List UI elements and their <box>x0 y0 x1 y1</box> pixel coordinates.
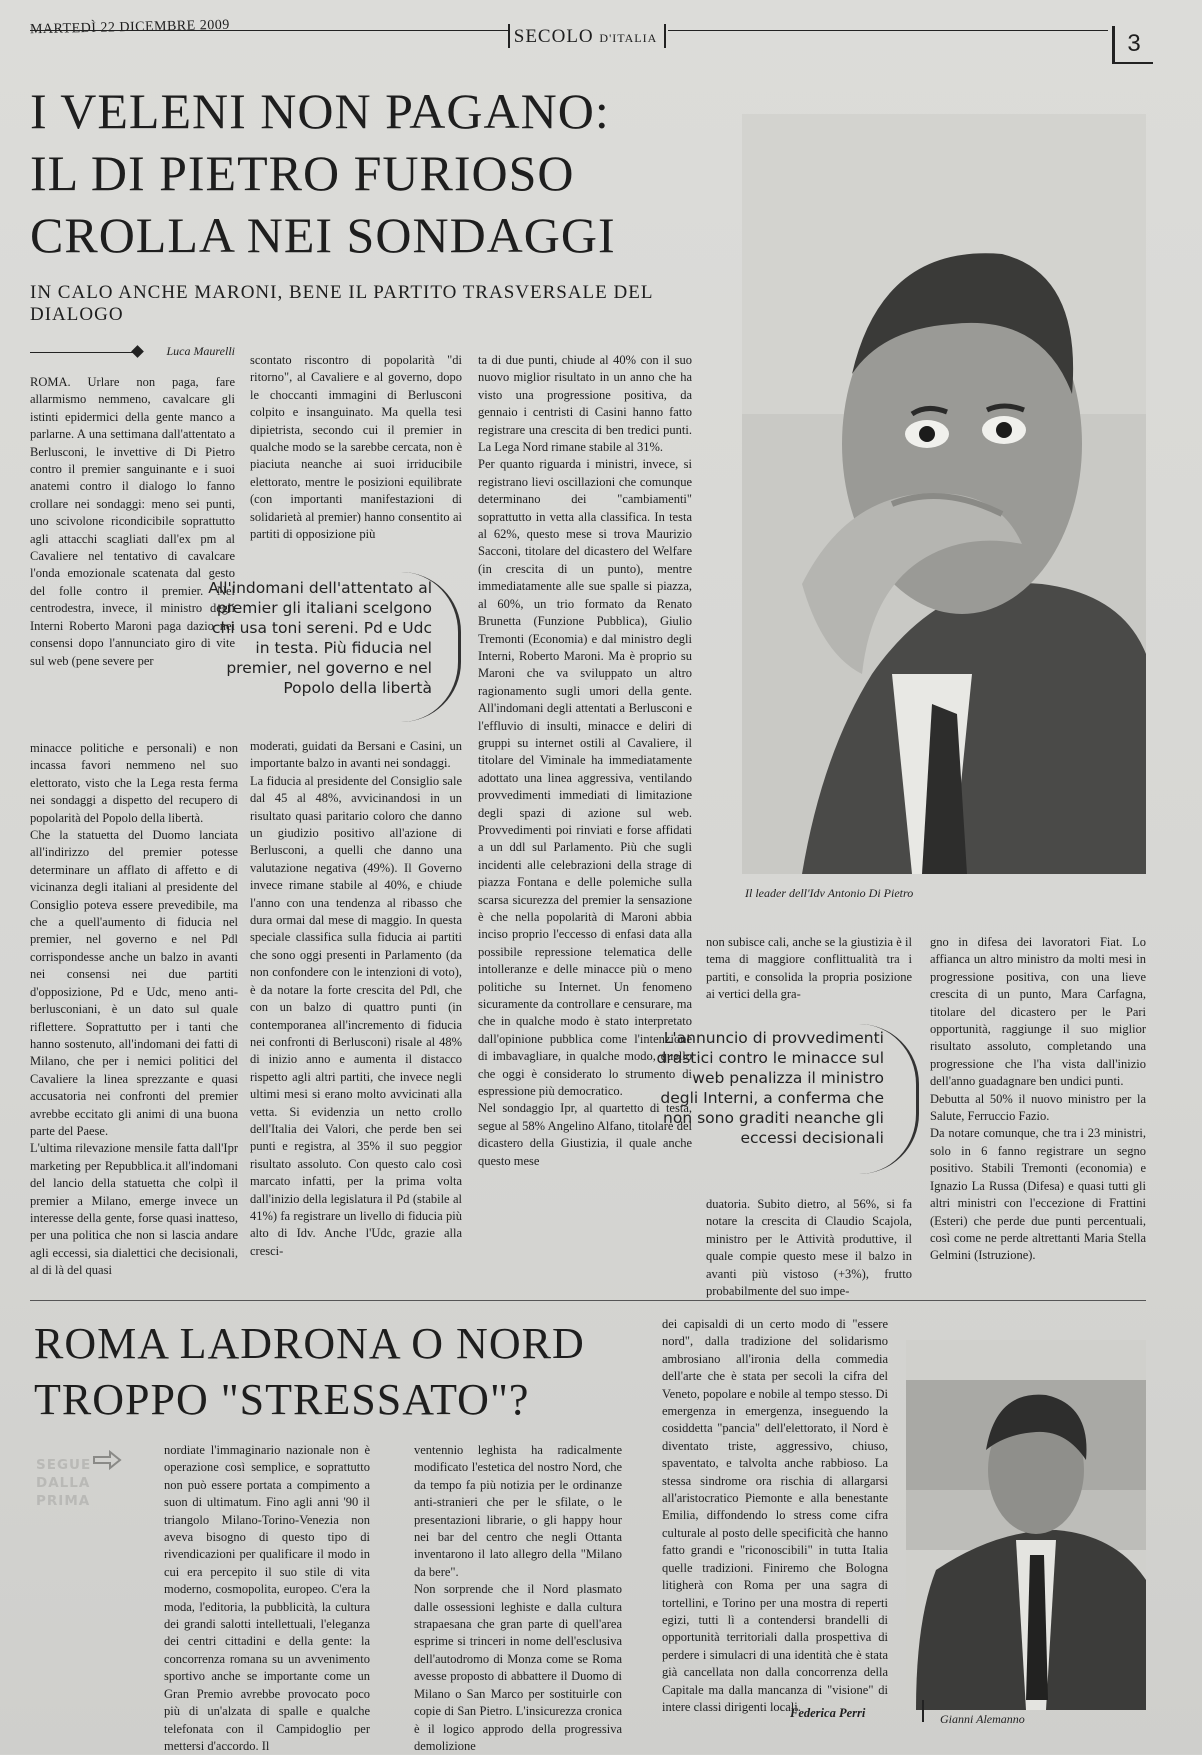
byline: Luca Maurelli <box>166 344 235 358</box>
article-column-4b: duatoria. Subito dietro, al 56%, si fa notare la crescita di Claudio Scajola, ministro per le Attività produttive, il quale compie questo mese il balzo in avanti più vistoso (+3%), frutto probabilmente del suo impe- <box>706 1197 912 1299</box>
page-number: 3 <box>1112 26 1153 64</box>
quote-arc <box>836 1024 919 1174</box>
article-column-5: gno in difesa dei lavoratori Fiat. Lo affianca un altro ministro da molti mesi in progressione positiva, con una lieve crescita di un punto, Mara Carfagna, titolare del dicastero per le Pari opportunità, raggiunge il suo miglior risultato assoluto, completando una progressione che l'ha vista dall'inizio dell'anno guadagnare ben undici punti. Debutta al 50% il nuovo ministro per la Salute, Ferruccio Fazio. Da notare comunque, che tra i 23 ministri, solo in 6 fanno registrare un segno positivo. Stabili Tremonti (economia) e Ignazio La Russa (Difesa) e quasi tutti gli altri ministri con l'eccezione di Frattini (Esteri) che perde due punti percentuali, così come ne perde altrettanti Maria Stella Gelmini (Istruzione). <box>930 935 1146 1263</box>
article-column-3: ta di due punti, chiude al 40% con il suo nuovo miglior risultato in un anno che ha visto una progressione positiva, da gennaio i centristi di Casini hanno fatto registrare una crescita di ben tredici punti. La Lega Nord rimane stabile al 31%. Per quanto riguarda i ministri, invece, si registrano lievi oscillazioni che comunque determinano dei "cambiamenti" soprattutto in vetta alla classifica. In testa al 62%, questo mese si trova Maurizio Sacconi, titolare del dicastero del Welfare (in crescita di un punto), mentre immediatamente alle sue spalle si piazza, al 60%, un trio formato da Renato Brunetta (Funzione Pubblica), Giulio Tremonti (Economia) e dal ministro degli Interni, Roberto Maroni. Ma è proprio su Maroni che va sviluppato un altro ragionamento sugli umori della gente. All'indomani degli attentati a Berlusconi e l'effluvio di insulti, minacce e deliri di gruppi su internet ostili al Cavaliere, il titolare del Viminale ha immediatamente adottato una linea aggressiva, ventilando provvedimenti immediati di limitazione degli spazi di azione sul web. Provvedimenti poi rinviati e forse affidati a un ddl sul Parlamento. Più che sugli incidenti alle celebrazioni della strage di piazza Fontana e delle polemiche sulla scarsa sicurezza del premier la sensazione è che nella popolarità di Maroni abbia inciso proprio l'eccesso di enfasi data alla possibile repressione telematica delle intolleranze e delle minacce più o meno politiche su Internet. Un fenomeno sicuramente da controllare e censurare, ma che in qualche modo è stato interpretato dall'opinione pubblica come l'intenzione di imbavagliare, in qualche modo, quello che oggi è considerato lo strumento di espressione più democratico. Nel sondaggio Ipr, al quartetto di testa, segue al 58% Angelino Alfano, titolare del dicastero della Giustizia, il quale anche questo mese <box>478 353 692 1168</box>
photo-gianni-alemanno <box>906 1340 1146 1710</box>
portrait-illustration <box>906 1340 1146 1710</box>
caption-divider <box>922 1700 924 1722</box>
arrow-right-icon <box>92 1450 122 1470</box>
article-headline: I VELENI NON PAGANO: IL DI PIETRO FURIOSO CROLLA NEI SONDAGGI <box>30 83 616 263</box>
article-column-3: dei capisaldi di un certo modo di "essere nord", dalla tradizione del solidarismo ambrosiano all'ironia della commedia dell'arte che è stata per secoli la cifra del Veneto, popolare e nobile al tempo stesso. Di emergenza in emergenza, inseguendo la cosiddetta "pancia" dell'elettorato, il Nord è diventato triste, aggressivo, chiuso, spaventato, e talvolta anche rabbioso. La stessa sindrome ora rischia di allargarsi all'aristocratico Piemonte e alla benestante Emilia, diffondendo lo stress come cifra culturale al posto delle specificità che hanno fatto grandi e "riconoscibili" in tutta Italia quelle tradizioni. Finiremo che Bologna litigherà con Roma per una sagra di tortellini, e Torino per una mostra di reperti egizi, tutti lì a contendersi brandelli di opportunità territoriali dalla prospettiva di perdere i simulacri di una identità che è stata già cancellata non dalla concorrenza della Capitale ma dalla mancanza di "visione" di intere classi dirigenti locali. <box>662 1317 888 1714</box>
header-rule <box>30 30 510 31</box>
segue-label: SEGUE DALLA PRIMA <box>36 1457 92 1509</box>
article-author: Federica Perri <box>790 1706 866 1720</box>
issue-date: MARTEDÌ 22 DICEMBRE 2009 <box>29 17 230 38</box>
article-column-2: ventennio leghista ha radicalmente modificato l'estetica del nostro Nord, che da tempo fa più notizia per le ordinanze anti-stranieri che per le sfilate, o le presentazioni librarie, o gli happy hour nei bar del centro che negli Ottanta inventarono il lato allegro della "Milano da bere". Non sorprende che il Nord plasmato dalle ossessioni leghiste e dalla cultura strapaesana che gran parte di quell'area esprime si trinceri in nome dell'esclusiva dell'autodromo di Monza come se Roma avesse proposto di abbattere il Duomo di Milano o San Marco per sostituirle con copie di San Pietro. L'insicurezza cronica è il logico approdo della progressiva demolizione <box>414 1443 622 1753</box>
masthead-subtitle: D'ITALIA <box>599 31 658 45</box>
masthead-title: SECOLO <box>513 26 594 47</box>
photo-caption: Gianni Alemanno <box>940 1712 1025 1726</box>
article-column-4a: non subisce cali, anche se la giustizia è il tema di maggiore conflittualità tra i partiti, e consolida la propria posizione ai vertici della gra- <box>706 935 912 1002</box>
quote-arc <box>378 572 461 722</box>
pull-quote: L'annuncio di provvedimenti drastici contro le minacce sul web penalizza il ministro degli Interni, a conferma che non sono graditi neanche gli eccessi decisionali <box>656 1029 884 1147</box>
article-column-1b: minacce politiche e personali) e non incassa favori nemmeno nel suo elettorato, visto che la Lega resta ferma nei sondaggi a dispetto del recupero di popolarità del Popolo della libertà. Che la statuetta del Duomo lanciata all'indirizzo del premier potesse determinare un afflato di affetto e di vicinanza degli italiani al presidente del Consiglio poteva essere prevedibile, ma che a quell'aumento di fiducia nel premier, nel governo e nel Pdl corrispondesse anche un balzo in avanti nei consensi nei due partiti d'opposizione, Pd e Udc, meno anti-berlusconiani, è un dato sul quale riflettere. Soprattutto per i tanti che hanno sostenuto, all'indomani dei fatti di Milano, che per i nemici politici del Cavaliere la linea sprezzante e quasi accusatoria nei confronti del premier avrebbe eccitato gli animi di una buona parte del Paese. L'ultima rilevazione mensile fatta dall'Ipr marketing per Repubblica.it all'indomani del lancio della statuetta che colpì il premier a Milano, emerge invece un interesse della gente, forse quasi inatteso, per una politica che non si lascia andare agli eccessi, sia dialettici che decisionali, al di là del quasi <box>30 741 238 1278</box>
article-column-2a: scontato riscontro di popolarità "di ritorno", al Cavaliere e al governo, dopo le choccanti immagini di Berlusconi colpito e insanguinato. Ma quella tesi dipietrista, secondo cui il premier in qualche modo se la sarebbe cercata, non è piaciuta neanche ai suoi irriducibile elettorato, mentre le posizioni equilibrate (con importanti manifestazioni di solidarietà al premier) hanno consentito ai partiti di opposizione più <box>250 353 462 542</box>
article-headline: ROMA LADRONA O NORD TROPPO "STRESSATO"? <box>34 1319 585 1424</box>
article-column-1a: ROMA. Urlare non paga, fare allarmismo nemmeno, cavalcare gli istinti epidermici della gente manco a parlarne. A una settimana dall'attentato a Berlusconi, le invettive di Di Pietro contro il premier sanguinante e i suoi anatemi contro il dialogo lo fanno crollare nei sondaggi: meno sei punti, uno scivolone ricondicibile soprattutto agli attacchi scagliati dall'ex pm al Cavaliere nel tentativo di cavalcare l'onda emozionale scatenata dal gesto del folle contro il premier. Nel centrodestra, invece, il ministro degli Interni Roberto Maroni paga dazio nei consensi dopo l'annunciato giro di vite sul web (pene severe per <box>30 375 235 668</box>
photo-antonio-di-pietro <box>742 114 1146 874</box>
section-divider <box>30 1300 1146 1301</box>
photo-caption: Il leader dell'Idv Antonio Di Pietro <box>745 886 914 900</box>
article-subheadline: IN CALO ANCHE MARONI, BENE IL PARTITO TRASVERSALE DEL DIALOGO <box>30 282 653 325</box>
masthead <box>508 26 657 48</box>
article-column-1: nordiate l'immaginario nazionale non è operazione così semplice, e soprattutto non può essere portata a compimento a suon di ultimatum. Fino agli anni '90 il triangolo Milano-Torino-Venezia non aveva bisogno di questo tipo di rivendicazioni per qualificare il modo in cui era percepito il suo stile di vita moderno, cosmopolita, europeo. C'era la moda, l'editoria, la pubblicità, la cultura dei grandi salotti intellettuali, l'eleganza dei centri cittadini e della gente: la concorrenza romana su un avvenimento sportivo anche se importante come un Gran Premio avrebbe provocato poco più di un'alzata di spalle e qualche telefonata con il Campidoglio per mettersi d'accordo. Il <box>164 1443 370 1753</box>
article-column-2b: moderati, guidati da Bersani e Casini, un importante balzo in avanti nei sondaggi. La fiducia al presidente del Consiglio sale dal 45 al 48%, avvicinandosi in un risultato quasi paritario coloro che danno un giudizio positivo all'azione di Berlusconi, a quelli che danno una valutazione negativa (49%). Il Governo invece rimane stabile al 40%, e chiude l'anno con una tendenza al ribasso che dura ormai dal mese di maggio. In questa speciale classifica sulla fiducia ai partiti che sono oggi presenti in Parlamento (da non confondere con le intenzioni di voto), è da notare la forte crescita del Pdl, che con un balzo di quattro punti (in contemporanea all'incremento di fiducia nei confronti di Berlusconi) risale al 48% di inizio anno e aumenta il distacco rispetto agli altri partiti, che invece negli ultimi mesi si erano molto avvicinati alla vetta. Si evidenzia un netto crollo dell'Italia dei Valori, che perde ben sei punti e registra, al 35% il suo peggior risultato assoluto. Con questo calo così marcato infatti, per la prima volta dall'inizio della legislatura il Pd (stabile al 41%) fa registrare un livello di fiducia più alto di Idv. Anche l'Udc, grazie alla cresci- <box>250 739 462 1258</box>
masthead-divider <box>664 24 666 48</box>
pull-quote: All'indomani dell'attentato al premier gli italiani scelgono chi usa toni sereni. Pd e Udc in testa. Più fiducia nel premier, nel governo e nel Popolo della libertà <box>208 579 432 697</box>
header-rule <box>668 30 1108 31</box>
portrait-illustration <box>742 114 1146 874</box>
